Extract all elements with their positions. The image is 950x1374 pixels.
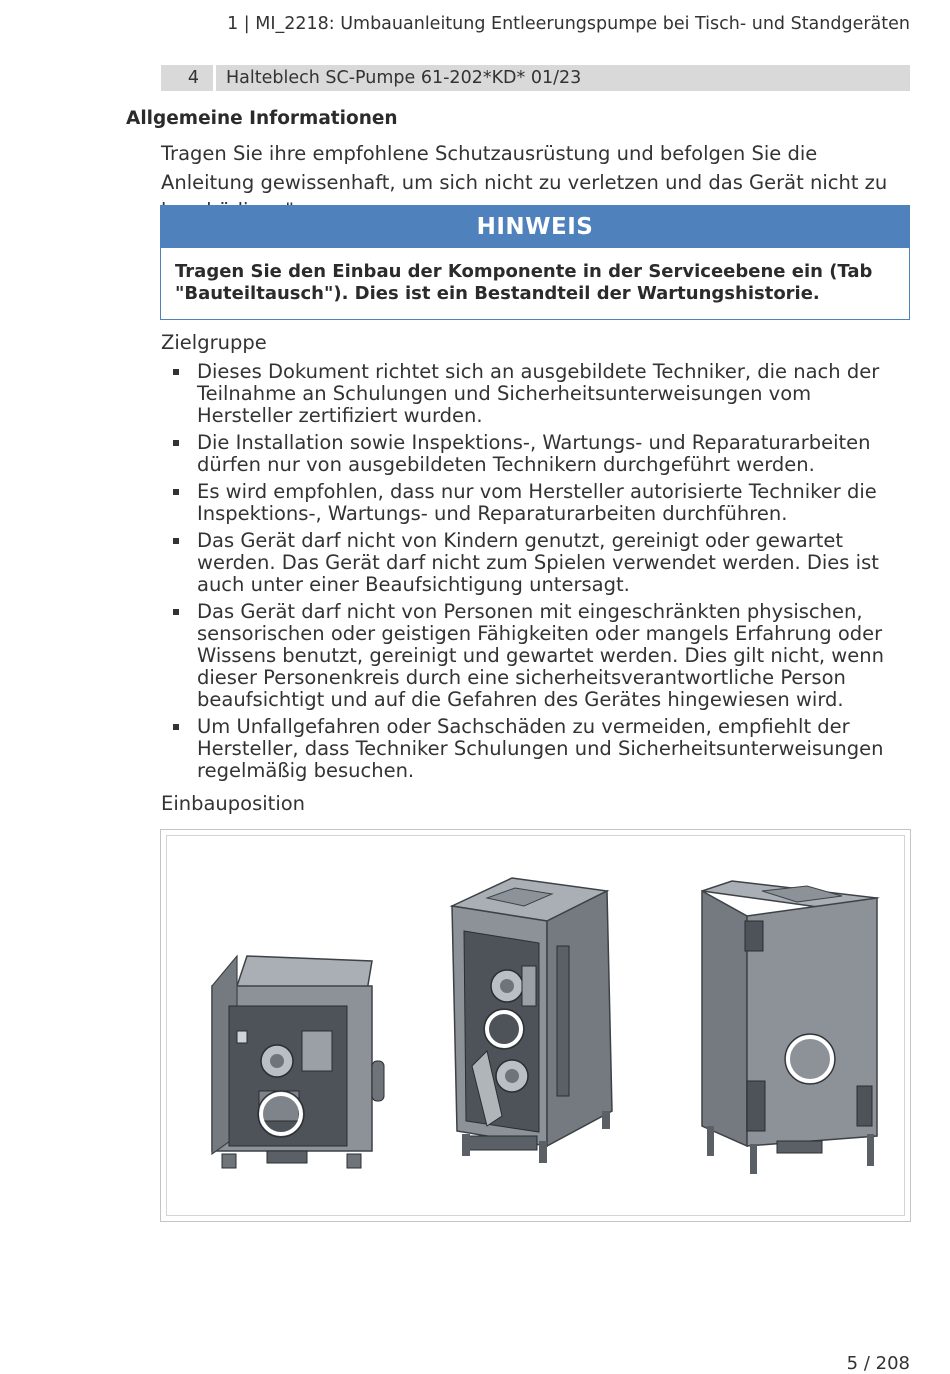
page-header-title: 1 | MI_2218: Umbauanleitung Entleerungspumpe bei Tisch- und Standgeräten [227,14,910,34]
list-item [170,530,910,596]
floor-standing-unit-open-illustration [452,878,612,1163]
bullet-icon [173,538,179,544]
list-item-text: Die Installation sowie Inspektions-, Wartungs- und Reparaturarbeiten dürfen nur von ausgebildeten Technikern durchgeführt werden. [197,431,871,476]
list-item [170,432,910,476]
list-item-text: Um Unfallgefahren oder Sachschäden zu vermeiden, empfiehlt der Hersteller, dass Techniker Schulungen und Sicherheitsunterweisungen regelmäßig besuchen. [197,715,884,782]
part-name: Halteblech SC-Pumpe 61-202*KD* 01/23 [216,65,910,91]
bullet-icon [173,440,179,446]
installation-position-label: Einbauposition [161,792,306,815]
list-item-text: Es wird empfohlen, dass nur vom Hersteller autorisierte Techniker die Inspektions-, Wartungs- und Reparaturarbeiten durchführen. [197,480,877,525]
list-item-text: Dieses Dokument richtet sich an ausgebildete Techniker, die nach der Teilnahme an Schulungen und Sicherheitsunterweisungen vom Hersteller zertifiziert wurden. [197,360,880,427]
bullet-icon [173,369,179,375]
bullet-icon [173,489,179,495]
list-item [170,716,910,782]
table-top-unit-illustration [212,956,384,1168]
target-group-label: Zielgruppe [161,331,267,354]
list-item [170,601,910,711]
list-item-text: Das Gerät darf nicht von Kindern genutzt, gereinigt oder gewartet werden. Das Gerät darf nicht zum Spielen verwendet werden. Dies ist auch unter einer Beaufsichtigung untersagt. [197,529,879,596]
section-heading: Allgemeine Informationen [126,108,398,129]
notice-box [160,205,910,320]
installation-illustration [167,836,906,1217]
notice-title: HINWEIS [161,206,909,248]
list-item [170,481,910,525]
part-number: 4 [161,65,213,91]
floor-standing-unit-closed-illustration [702,881,877,1174]
intro-paragraph: Tragen Sie ihre empfohlene Schutzausrüstung und befolgen Sie die Anleitung gewissenhaft, um sich nicht zu verletzen und das Gerät nicht zu [161,142,888,194]
target-group-list [170,361,910,787]
notice-text: Tragen Sie den Einbau der Komponente in der Serviceebene ein (Tab "Bauteiltausch"). Dies ist ein Bestandteil der Wartungshistorie. [175,261,873,304]
list-item [170,361,910,427]
figure-inner-border [166,835,905,1216]
bullet-icon [173,724,179,730]
installation-figure [160,829,911,1222]
page-number: 5 / 208 [846,1353,910,1374]
bullet-icon [173,609,179,615]
parts-table-row [161,65,910,91]
list-item-text: Das Gerät darf nicht von Personen mit eingeschränkten physischen, sensorischen oder geistigen Fähigkeiten oder mangels Erfahrung oder Wissens benutzt, gereinigt und gewartet werden. Dies gilt nicht, wenn dieser Personenkreis durch eine sicherheitsverantwortliche Person beaufsichtigt und auf die Gefahren des Gerätes hingewiesen wird. [197,600,884,711]
